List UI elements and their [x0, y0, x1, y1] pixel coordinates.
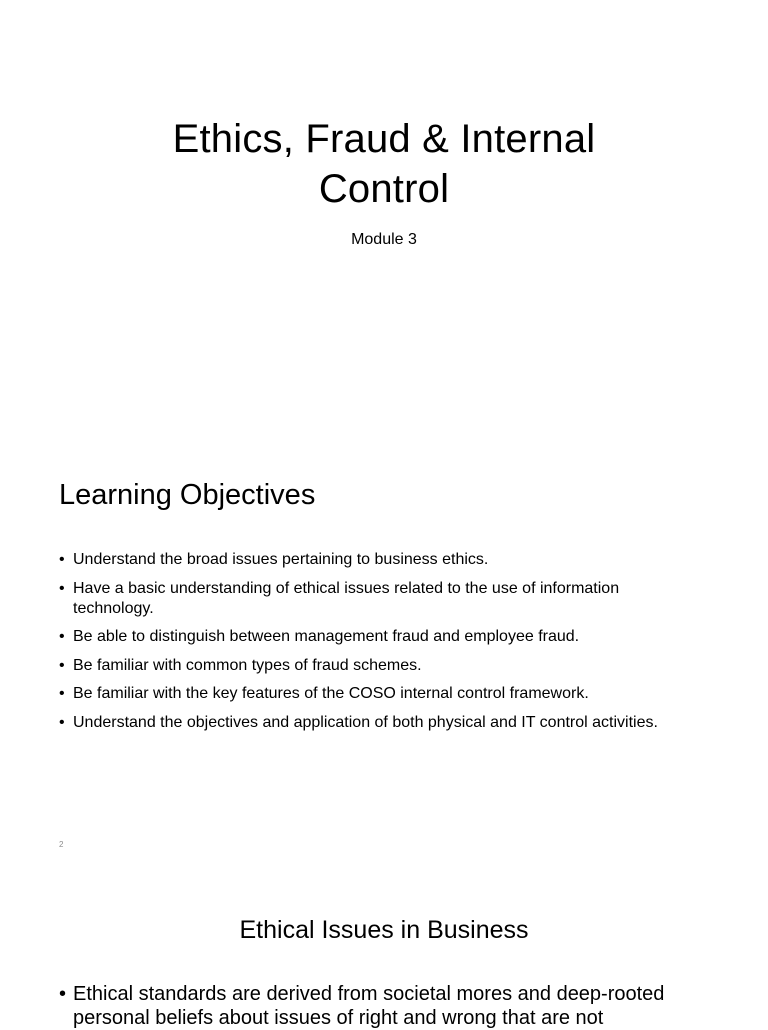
list-item [59, 579, 699, 619]
list-item [59, 713, 699, 733]
list-item-text: Understand the objectives and application of both physical and IT control activities. [73, 713, 658, 731]
list-item [59, 656, 699, 676]
list-item-text: Be familiar with the key features of the COSO internal control framework. [73, 685, 589, 702]
list-item-text: Be able to distinguish between management fraud and employee fraud. [73, 628, 580, 645]
bullet-icon: • [59, 685, 65, 702]
ethical-issues-slide [0, 900, 768, 1029]
page-number: 2 [59, 840, 64, 849]
slide-title-line-1: Ethics, Fraud & Internal [172, 117, 596, 161]
title-slide [0, 0, 768, 420]
list-item-text: Understand the broad issues pertaining to business ethics. [73, 551, 489, 568]
slide-subtitle: Module 3 [351, 231, 417, 248]
list-item-text: Be familiar with common types of fraud schemes. [73, 656, 422, 674]
objectives-list [59, 550, 699, 741]
slide-title [0, 114, 768, 214]
ethics-list [59, 982, 719, 1030]
bullet-icon: • [59, 579, 65, 597]
list-item [59, 550, 699, 570]
list-item-text: Have a basic understanding of ethical issues related to the use of information technology. [73, 579, 620, 617]
list-item [59, 627, 699, 647]
bullet-icon: • [59, 628, 65, 645]
learning-objectives-slide [0, 460, 768, 860]
list-item [59, 684, 699, 704]
list-item [59, 982, 719, 1030]
slide-heading: Ethical Issues in Business [239, 916, 529, 944]
bullet-icon: • [59, 713, 65, 731]
bullet-icon: • [59, 656, 65, 674]
list-item-text: Ethical standards are derived from societal mores and deep-rooted personal beliefs about issues of right and wrong that are not [73, 983, 665, 1029]
bullet-icon: • [59, 983, 67, 1005]
slide-heading: Learning Objectives [59, 479, 316, 511]
bullet-icon: • [59, 551, 65, 568]
slide-title-line-2: Control [318, 167, 450, 211]
